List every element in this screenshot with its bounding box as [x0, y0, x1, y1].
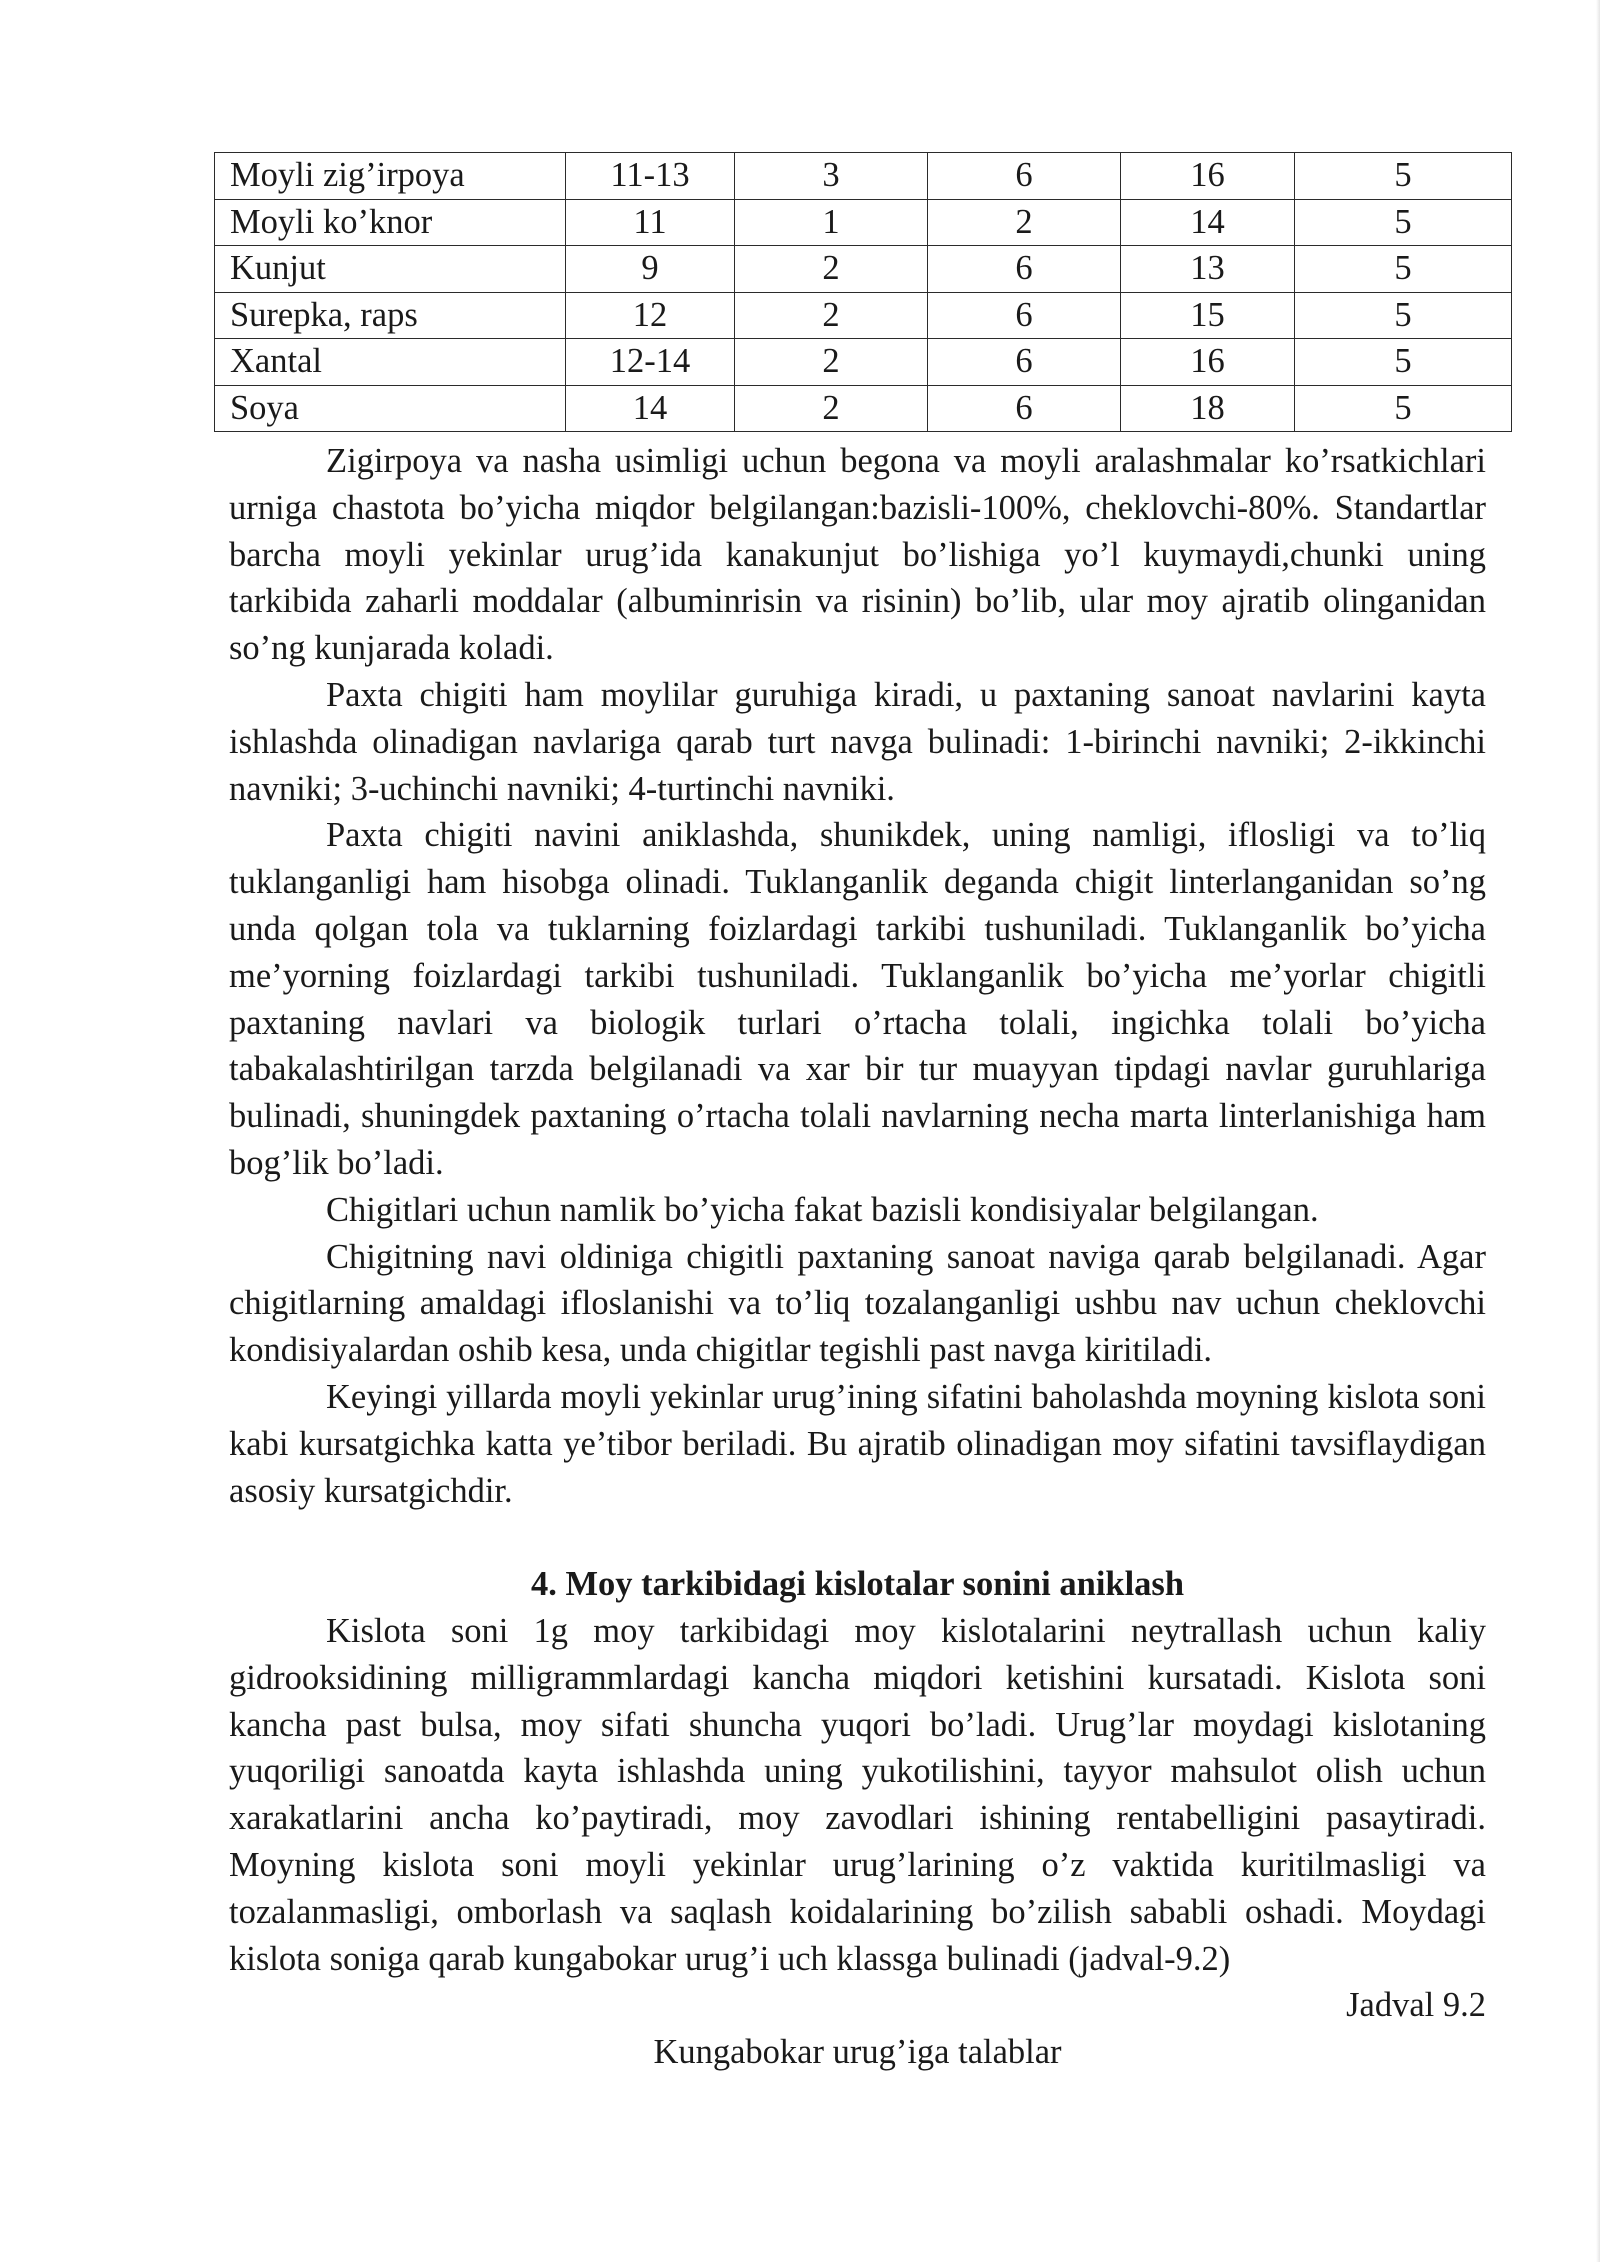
- value-cell: 18: [1121, 385, 1295, 432]
- paragraph: Keyingi yillarda moyli yekinlar urug’ining sifatini baholashda moyning kislota soni kabi kursatgichka katta ye’tibor beriladi. Bu ajratib olinadigan moy sifatini tavsiflaydigan asosiy kursatgichdir.: [229, 1377, 1486, 1510]
- document-body: [229, 438, 1486, 2076]
- value-cell: 2: [735, 246, 928, 293]
- value-cell: 2: [735, 385, 928, 432]
- table-caption: Kungabokar urug’iga talablar: [653, 2033, 1062, 2072]
- paragraph: Zigirpoya va nasha usimligi uchun begona va moyli aralashmalar ko’rsatkichlari urniga chastota bo’yicha miqdor belgilangan:bazisli-100%, cheklovchi-80%. Standartlar barcha moyli yekinlar urug’ida kanakunjut bo’lishiga yo’l kuymaydi,chunki uning tarkibida zaharli moddalar (albuminrisin va risinin) bo’lib, ular moy ajratib olinganidan so’ng kunjarada koladi.: [229, 442, 1486, 668]
- value-cell: 2: [735, 292, 928, 339]
- page-edge-shadow: [1596, 0, 1600, 2262]
- value-cell: 5: [1295, 153, 1512, 200]
- paragraph: Paxta chigiti navini aniklashda, shunikdek, uning namligi, iflosligi va to’liq tuklanganligi ham hisobga olinadi. Tuklanganlik deganda chigit linterlanganidan so’ng unda qolgan tola va tuklarning foizlardagi tarkibi tushuniladi. Tuklanganlik bo’yicha me’yorning foizlardagi tarkibi tushuniladi. Tuklanganlik bo’yicha me’yorlar chigitli paxtaning navlari va biologik turlari o’rtacha tolali, ingichka tolali bo’yicha tabakalashtirilgan tarzda belgilanadi va xar bir tur muayyan tipdagi navlar guruhlariga bulinadi, shuningdek paxtaning o’rtacha tolali navlarning necha marta linterlanishiga ham bog’lik bo’ladi.: [229, 816, 1486, 1182]
- table-body: [215, 153, 1512, 432]
- table-row: [215, 199, 1512, 246]
- section-heading: 4. Moy tarkibidagi kislotalar sonini aniklash: [530, 1565, 1185, 1604]
- table-row: [215, 153, 1512, 200]
- value-cell: 16: [1121, 339, 1295, 386]
- paragraph: Paxta chigiti ham moylilar guruhiga kiradi, u paxtaning sanoat navlarini kayta ishlashda olinadigan navlariga qarab turt navga bulinadi: 1-birinchi navniki; 2-ikkinchi navniki; 3-uchinchi navniki; 4-turtinchi navniki.: [229, 675, 1486, 808]
- value-cell: 5: [1295, 292, 1512, 339]
- crop-name-cell: Surepka, raps: [215, 292, 566, 339]
- value-cell: 12-14: [566, 339, 735, 386]
- value-cell: 1: [735, 199, 928, 246]
- crop-name-cell: Kunjut: [215, 246, 566, 293]
- value-cell: 9: [566, 246, 735, 293]
- value-cell: 15: [1121, 292, 1295, 339]
- paragraph: Chigitlari uchun namlik bo’yicha fakat bazisli kondisiyalar belgilangan.: [326, 1190, 1319, 1229]
- value-cell: 6: [928, 246, 1121, 293]
- value-cell: 14: [566, 385, 735, 432]
- value-cell: 11-13: [566, 153, 735, 200]
- value-cell: 5: [1295, 246, 1512, 293]
- paragraph: Chigitning navi oldiniga chigitli paxtaning sanoat naviga qarab belgilanadi. Agar chigitlarning amaldagi ifloslanishi va to’liq tozalanganligi ushbu nav uchun cheklovchi kondisiyalardan oshib kesa, unda chigitlar tegishli past navga kiritiladi.: [229, 1237, 1486, 1370]
- value-cell: 6: [928, 153, 1121, 200]
- crop-name-cell: Moyli ko’knor: [215, 199, 566, 246]
- value-cell: 14: [1121, 199, 1295, 246]
- table-row: [215, 246, 1512, 293]
- value-cell: 6: [928, 385, 1121, 432]
- crop-name-cell: Moyli zig’irpoya: [215, 153, 566, 200]
- value-cell: 2: [928, 199, 1121, 246]
- value-cell: 12: [566, 292, 735, 339]
- value-cell: 5: [1295, 199, 1512, 246]
- table-row: [215, 292, 1512, 339]
- table-row: [215, 339, 1512, 386]
- table-reference: Jadval 9.2: [1346, 1986, 1486, 2025]
- value-cell: 5: [1295, 339, 1512, 386]
- crop-name-cell: Xantal: [215, 339, 566, 386]
- crop-name-cell: Soya: [215, 385, 566, 432]
- value-cell: 2: [735, 339, 928, 386]
- value-cell: 6: [928, 339, 1121, 386]
- section-paragraph: Kislota soni 1g moy tarkibidagi moy kislotalarini neytrallash uchun kaliy gidrooksidining milligrammlardagi kancha miqdori ketishini kursatadi. Kislota soni kancha past bulsa, moy sifati shuncha yuqori bo’ladi. Urug’lar moydagi kislotaning yuqoriligi sanoatda kayta ishlashda uning yukotilishini, tayyor mahsulot olish uchun xarakatlarini ancha ko’paytiradi, moy zavodlari ishining rentabelligini pasaytiradi. Moyning kislota soni moyli yekinlar urug’larining o’z vaktida kuritilmasligi va tozalanmasligi, omborlash va saqlash koidalarining bo’zilish sababli oshadi. Moydagi kislota soniga qarab kungabokar urug’i uch klassga bulinadi (jadval-9.2): [229, 1611, 1486, 1978]
- oilseed-standards-table: [214, 152, 1512, 432]
- value-cell: 5: [1295, 385, 1512, 432]
- value-cell: 6: [928, 292, 1121, 339]
- value-cell: 3: [735, 153, 928, 200]
- value-cell: 11: [566, 199, 735, 246]
- table-row: [215, 385, 1512, 432]
- value-cell: 13: [1121, 246, 1295, 293]
- value-cell: 16: [1121, 153, 1295, 200]
